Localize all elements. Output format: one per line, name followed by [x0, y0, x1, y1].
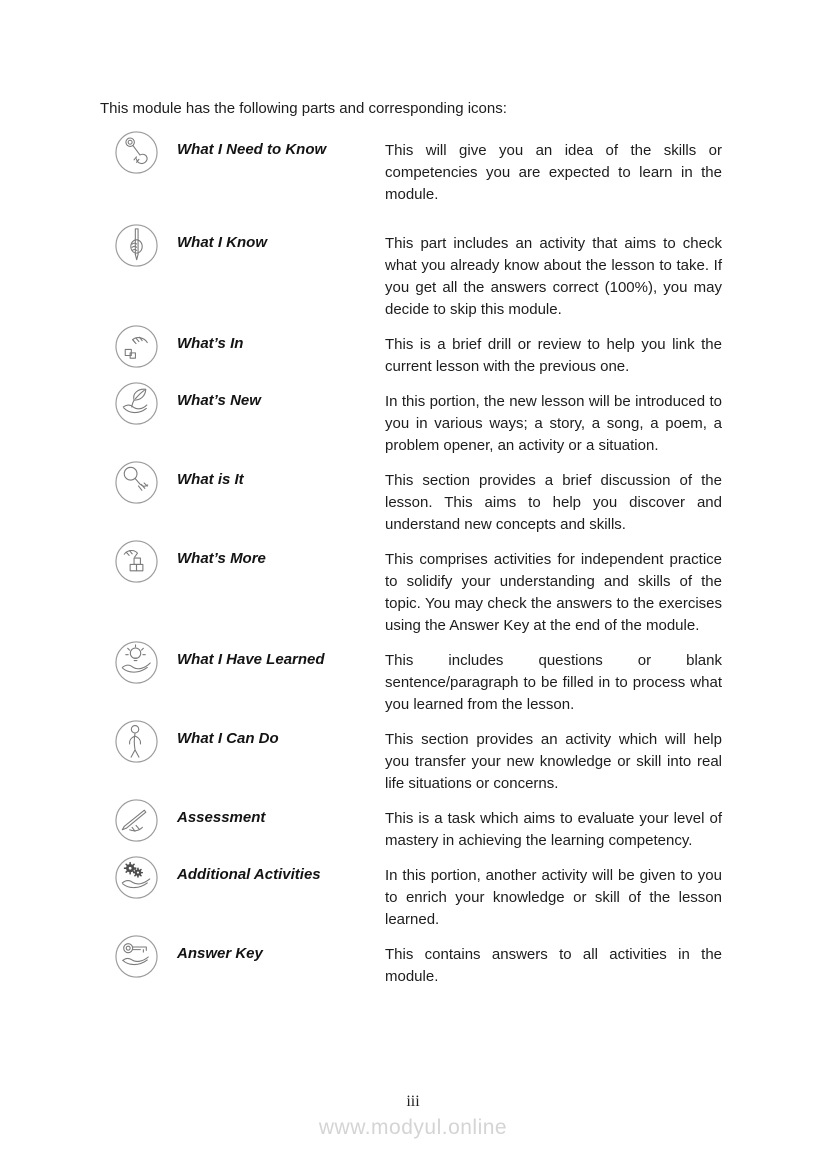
pencil-in-hand-icon — [113, 222, 160, 269]
part-title: What’s New — [177, 392, 261, 409]
module-part-row — [100, 380, 722, 457]
pointing-hand-icon — [113, 129, 160, 176]
module-part-row — [100, 538, 722, 637]
intro-text: This module has the following parts and corresponding icons: — [100, 100, 507, 117]
module-part-row — [100, 459, 722, 536]
part-description: This section provides a brief discussion of the lesson. This aims to help you discover and understand new concepts and skills. — [385, 472, 722, 533]
module-part-row — [100, 854, 722, 931]
module-part-row — [100, 797, 722, 852]
part-icon-cell — [100, 933, 177, 980]
part-title: Additional Activities — [177, 866, 321, 883]
part-title: What I Have Learned — [177, 651, 325, 668]
module-part-row — [100, 222, 722, 321]
part-title: What I Need to Know — [177, 141, 327, 158]
part-description: This includes questions or blank sentence/paragraph to be filled in to process what you learned from the lesson. — [385, 652, 722, 713]
part-icon-cell — [100, 380, 177, 427]
key-in-hand-icon — [113, 933, 160, 980]
part-description: This part includes an activity that aims to check what you already know about the lesson to take. If you get all the answers correct (100%), you may decide to skip this module. — [385, 235, 722, 318]
part-description: In this portion, another activity will be given to you to enrich your knowledge or skill of the lesson learned. — [385, 867, 722, 928]
part-icon-cell — [100, 323, 177, 370]
part-icon-cell — [100, 854, 177, 901]
module-part-row — [100, 718, 722, 795]
part-title: Answer Key — [177, 945, 263, 962]
page-number: iii — [406, 1093, 420, 1110]
stacking-blocks-icon — [113, 538, 160, 585]
part-title: Assessment — [177, 809, 266, 826]
part-title: What is It — [177, 471, 244, 488]
part-icon-cell — [100, 222, 177, 269]
part-description: This is a task which aims to evaluate your level of mastery in achieving the learning competency. — [385, 810, 722, 849]
magnifying-glass-icon — [113, 459, 160, 506]
part-description: This is a brief drill or review to help you link the current lesson with the previous one. — [385, 336, 722, 375]
part-description: This will give you an idea of the skills or competencies you are expected to learn in the module. — [385, 142, 722, 203]
part-icon-cell — [100, 538, 177, 585]
part-description: This comprises activities for independent practice to solidify your understanding and skills of the topic. You may check the answers to the exercises using the Answer Key at the end of the module. — [385, 551, 722, 634]
watermark-text: www.modyul.online — [318, 1116, 508, 1139]
part-icon-cell — [100, 129, 177, 176]
part-icon-cell — [100, 718, 177, 765]
writing-hand-icon — [113, 797, 160, 844]
page-content — [100, 99, 722, 990]
gears-in-hand-icon — [113, 854, 160, 901]
part-title: What I Know — [177, 234, 267, 251]
part-icon-cell — [100, 459, 177, 506]
module-part-row — [100, 129, 722, 206]
module-parts-list — [100, 129, 722, 988]
part-description: In this portion, the new lesson will be introduced to you in various ways; a story, a song, a poem, a problem opener, an activity or a situation. — [385, 393, 722, 454]
module-part-row — [100, 639, 722, 716]
lightbulb-in-hand-icon — [113, 639, 160, 686]
module-part-row — [100, 933, 722, 988]
person-figure-icon — [113, 718, 160, 765]
sprout-in-hand-icon — [113, 380, 160, 427]
hand-with-blocks-icon — [113, 323, 160, 370]
part-icon-cell — [100, 639, 177, 686]
part-title: What’s In — [177, 335, 244, 352]
part-icon-cell — [100, 797, 177, 844]
part-title: What’s More — [177, 550, 266, 567]
part-title: What I Can Do — [177, 730, 279, 747]
part-description: This section provides an activity which will help you transfer your new knowledge or skill into real life situations or concerns. — [385, 731, 722, 792]
module-part-row — [100, 323, 722, 378]
part-description: This contains answers to all activities in the module. — [385, 946, 722, 985]
